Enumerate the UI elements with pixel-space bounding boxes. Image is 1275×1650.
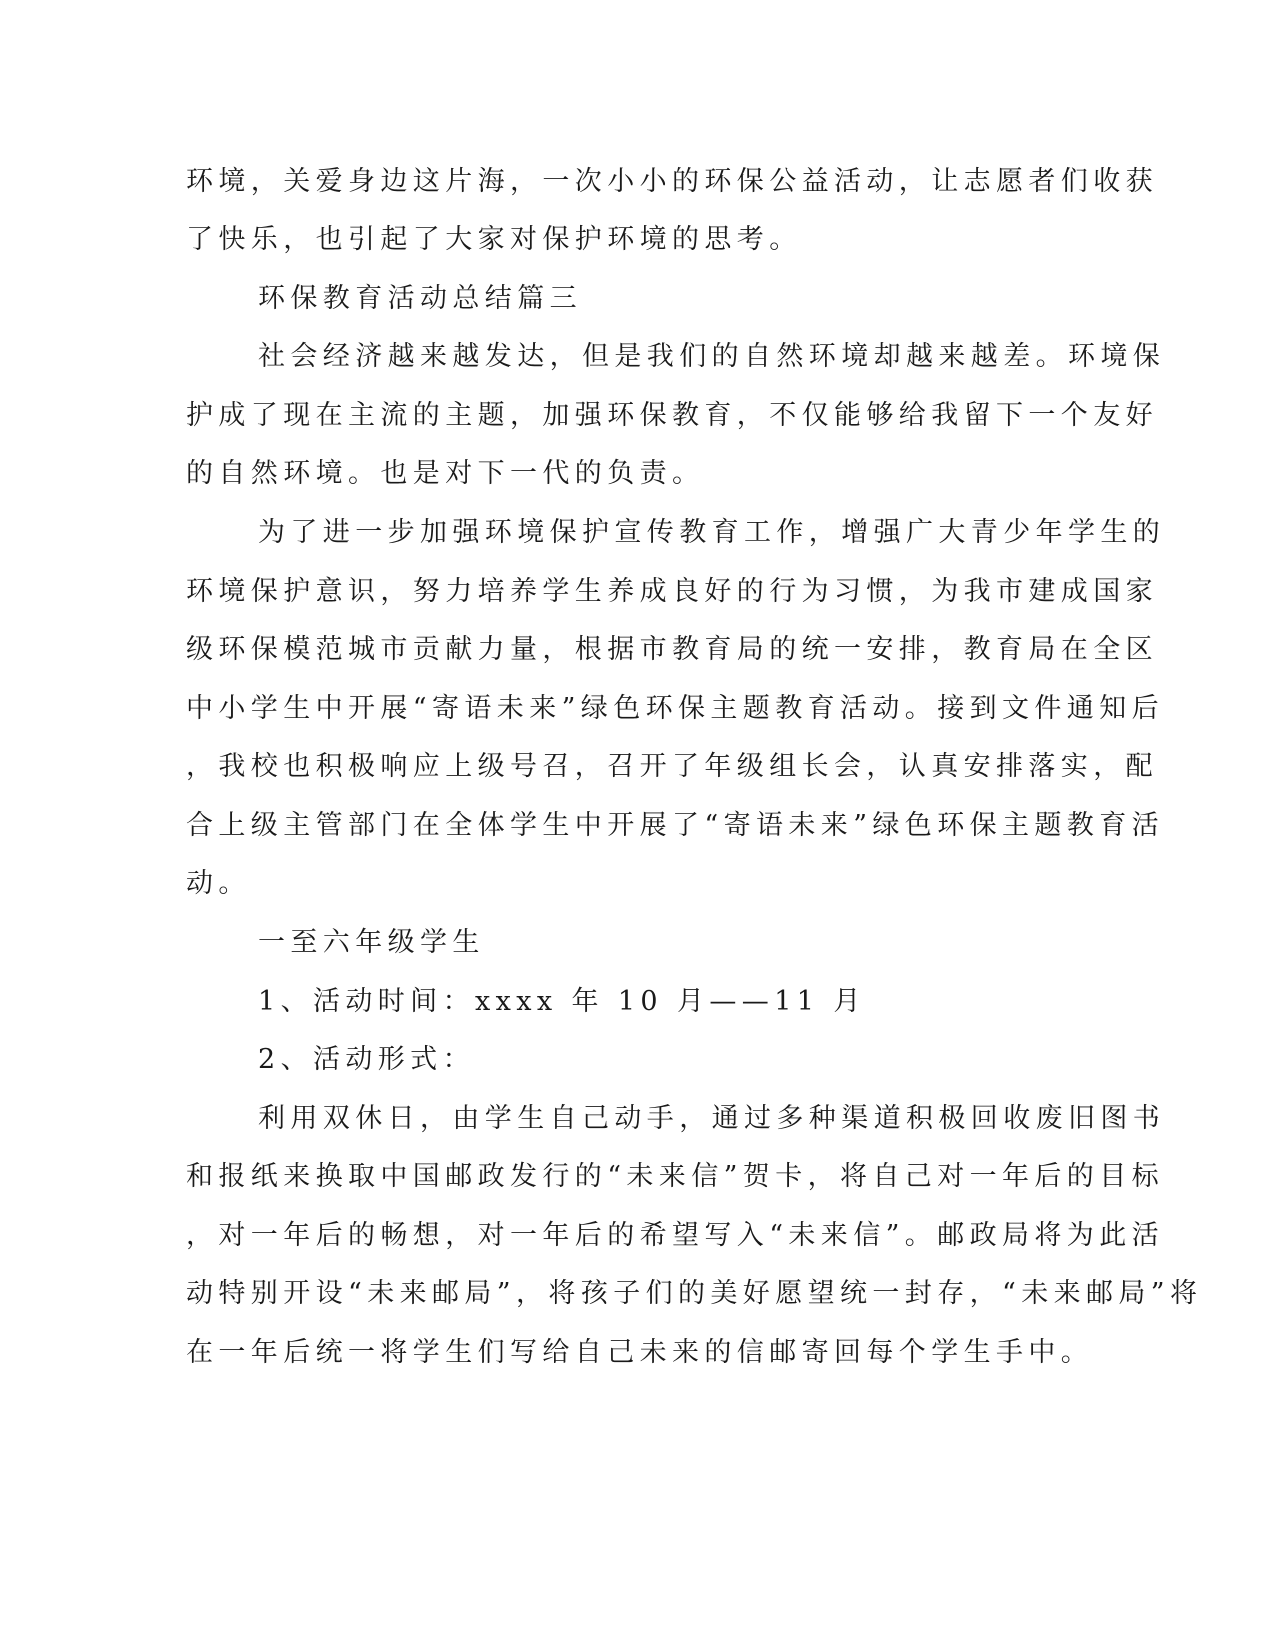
text-line: 社会经济越来越发达，但是我们的自然环境却越来越差。环境保 (258, 341, 1166, 372)
text-line: 动。 (186, 868, 251, 899)
text-line: 了快乐，也引起了大家对保护环境的思考。 (186, 224, 802, 255)
text-line: 合上级主管部门在全体学生中开展了“寄语未来”绿色环保主题教育活 (186, 810, 1165, 841)
text-line: ，我校也积极响应上级号召，召开了年级组长会，认真安排落实，配 (186, 751, 1158, 782)
text-line: 护成了现在主流的主题，加强环保教育，不仅能够给我留下一个友好 (186, 400, 1158, 431)
list-item: 1、活动时间：xxxx 年 10 月——11 月 (258, 986, 866, 1017)
text-line: 级环保模范城市贡献力量，根据市教育局的统一安排，教育局在全区 (186, 634, 1158, 665)
text-line: 动特别开设“未来邮局”，将孩子们的美好愿望统一封存，“未来邮局”将 (186, 1278, 1203, 1309)
text-line: ，对一年后的畅想，对一年后的希望写入“未来信”。邮政局将为此活 (186, 1220, 1165, 1251)
text-line: 的自然环境。也是对下一代的负责。 (186, 458, 705, 489)
text-line: 在一年后统一将学生们写给自己未来的信邮寄回每个学生手中。 (186, 1337, 1094, 1368)
text-line: 利用双休日，由学生自己动手，通过多种渠道积极回收废旧图书 (258, 1103, 1166, 1134)
text-line: 和报纸来换取中国邮政发行的“未来信”贺卡，将自己对一年后的目标 (186, 1161, 1165, 1192)
text-line: 一至六年级学生 (258, 927, 485, 958)
text-line: 环境保护意识，努力培养学生养成良好的行为习惯，为我市建成国家 (186, 576, 1158, 607)
list-item: 2、活动形式： (258, 1044, 475, 1075)
text-line: 中小学生中开展“寄语未来”绿色环保主题教育活动。接到文件通知后 (186, 693, 1165, 724)
section-heading: 环保教育活动总结篇三 (258, 283, 582, 314)
text-line: 为了进一步加强环境保护宣传教育工作，增强广大青少年学生的 (258, 517, 1166, 548)
text-line: 环境，关爱身边这片海，一次小小的环保公益活动，让志愿者们收获 (186, 166, 1158, 197)
